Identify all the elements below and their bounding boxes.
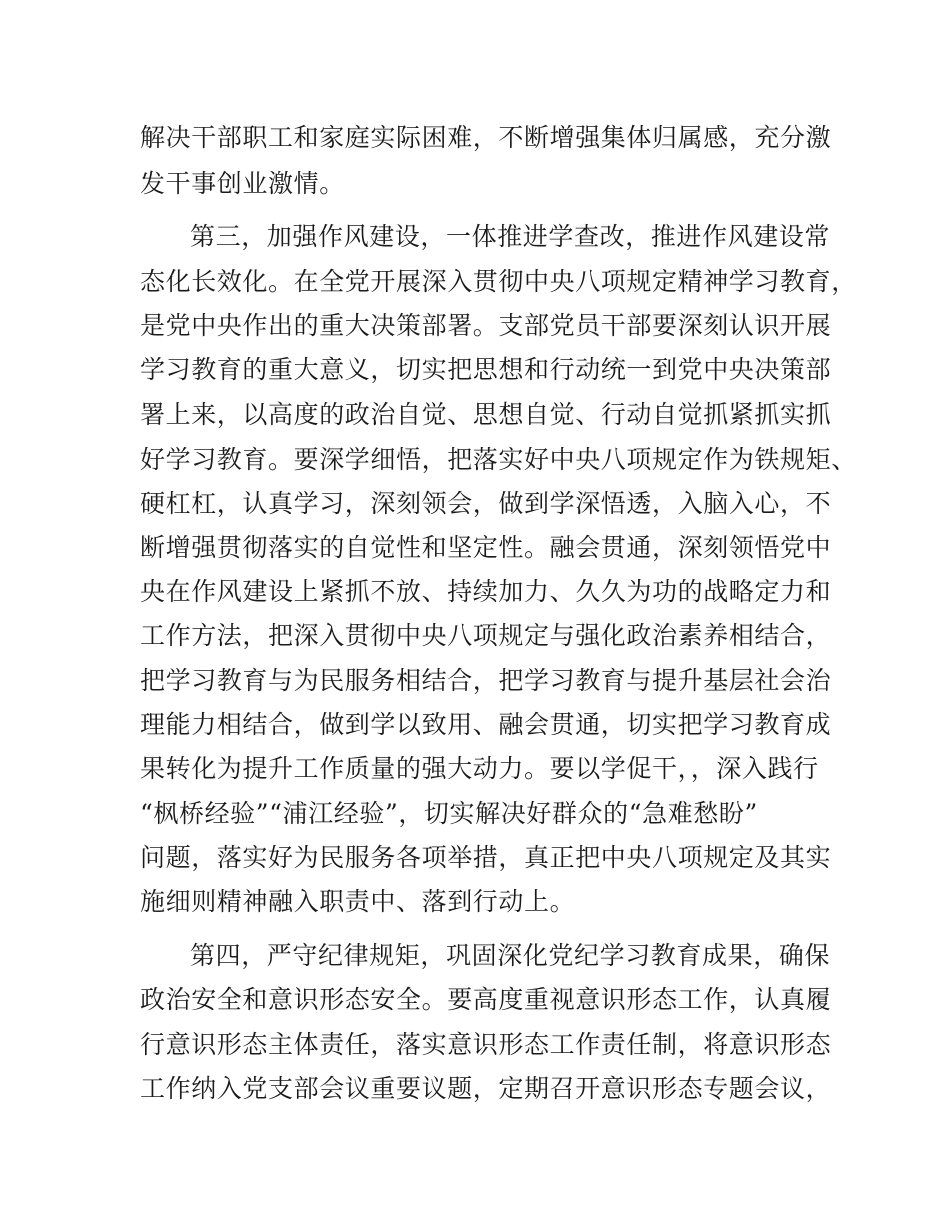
paragraph-line: 央在作风建设上紧抓不放、持续加力、久久为功的战略定力和 (140, 577, 832, 606)
paragraph-line: 断增强贯彻落实的自觉性和坚定性。融会贯通，深刻领悟党中 (140, 533, 832, 562)
paragraph-line: 把学习教育与为民服务相结合，把学习教育与提升基层社会治 (140, 666, 832, 695)
paragraph-line: 好学习教育。要深学细悟，把落实好中央八项规定作为铁规矩、 (140, 445, 857, 474)
paragraph-line: “枫桥经验”“浦江经验”，切实解决好群众的“急难愁盼” (140, 799, 758, 828)
paragraph-line: 学习教育的重大意义，切实把思想和行动统一到党中央决策部 (140, 355, 832, 384)
paragraph-line: 施细则精神融入职责中、落到行动上。 (140, 887, 576, 916)
paragraph-line: 是党中央作出的重大决策部署。支部党员干部要深刻认识开展 (140, 311, 832, 340)
paragraph-line: 第四，严守纪律规矩，巩固深化党纪学习教育成果，确保 (190, 941, 831, 970)
paragraph-line: 政治安全和意识形态安全。要高度重视意识形态工作，认真履 (140, 985, 832, 1014)
paragraph-line: 工作纳入党支部会议重要议题，定期召开意识形态专题会议， (140, 1074, 832, 1103)
paragraph-line: 硬杠杠，认真学习，深刻领会，做到学深悟透，入脑入心，不 (140, 489, 832, 518)
paragraph-line: 态化长效化。在全党开展深入贯彻中央八项规定精神学习教育， (140, 267, 857, 296)
paragraph-line: 果转化为提升工作质量的强大动力。要以学促干，，深入践行 (140, 754, 819, 783)
paragraph-line: 行意识形态主体责任，落实意识形态工作责任制，将意识形态 (140, 1030, 832, 1059)
paragraph-line: 解决干部职工和家庭实际困难，不断增强集体归属感，充分激 (140, 123, 832, 152)
paragraph-line: 理能力相结合，做到学以致用、融会贯通，切实把学习教育成 (140, 710, 832, 739)
paragraph-line: 发干事创业激情。 (140, 169, 345, 198)
paragraph-line: 第三，加强作风建设，一体推进学查改，推进作风建设常 (190, 222, 831, 251)
paragraph-line: 署上来，以高度的政治自觉、思想自觉、行动自觉抓紧抓实抓 (140, 400, 832, 429)
paragraph-line: 问题，落实好为民服务各项举措，真正把中央八项规定及其实 (140, 843, 832, 872)
paragraph-line: 工作方法，把深入贯彻中央八项规定与强化政治素养相结合， (140, 621, 832, 650)
